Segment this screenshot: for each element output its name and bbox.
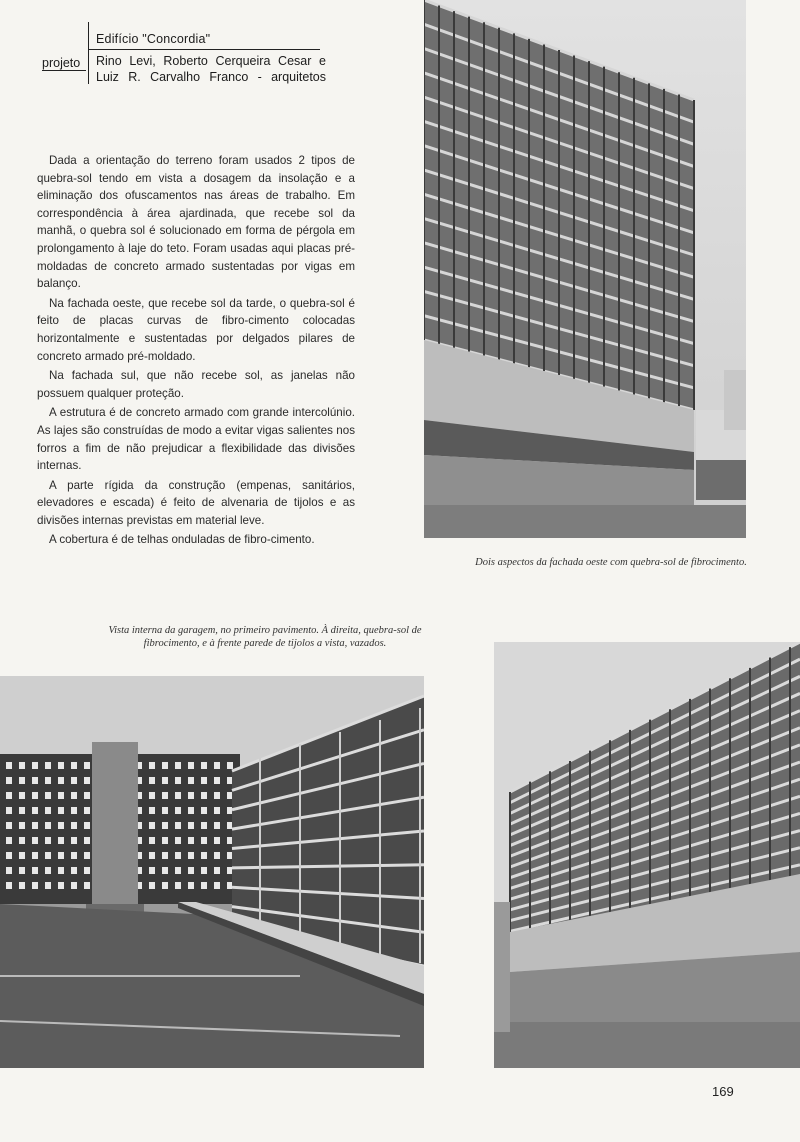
architects-line-1: Rino Levi, Roberto Cerqueira Cesar e bbox=[96, 54, 326, 68]
building-title: Edifício "Concordia" bbox=[96, 32, 211, 46]
article-body bbox=[37, 152, 355, 551]
paragraph: Na fachada oeste, que recebe sol da tarde, o quebra-sol é feito de placas curvas de fibro-cimento colocadas horizontalmente e sustentadas por delgados pilares de concreto armado pré-moldado. bbox=[37, 296, 355, 363]
paragraph: Na fachada sul, que não recebe sol, as janelas não possuem qualquer proteção. bbox=[37, 369, 355, 400]
facade-photo-top bbox=[424, 0, 746, 538]
paragraph: Dada a orientação do terreno foram usados 2 tipos de quebra-sol tendo em vista a dosagem da insolação e a eliminação dos ofuscamentos nas áreas de trabalho. Em correspondência à área ajardinada, que recebe sol da manhã, o quebra sol é solucionado em forma de pérgola em prolongamento à laje do teto. Foram usadas aqui placas pré-moldadas de concreto armado sustentadas por vigas em balanço. bbox=[37, 154, 355, 291]
header-vertical-rule bbox=[88, 22, 89, 84]
project-label-rule bbox=[42, 70, 86, 71]
page-number: 169 bbox=[712, 1084, 734, 1099]
architects-line-2: Luiz R. Carvalho Franco - arquitetos bbox=[96, 69, 326, 84]
header-rule bbox=[88, 49, 320, 50]
facade-caption: Dois aspectos da fachada oeste com quebra-sol de fibrocimento. bbox=[475, 557, 747, 568]
garage-caption: Vista interna da garagem, no primeiro pavimento. À direita, quebra-sol de fibrocimento, e à frente parede de tijolos a vista, vazados. bbox=[108, 625, 422, 649]
facade-photo-bottom bbox=[494, 642, 800, 1068]
architects-credit bbox=[96, 54, 326, 85]
paragraph: A cobertura é de telhas onduladas de fibro-cimento. bbox=[49, 533, 315, 547]
project-label: projeto bbox=[42, 56, 81, 70]
paragraph: A parte rígida da construção (empenas, sanitários, elevadores e escada) é feito de alvenaria de tijolos e as divisões internas previstas em material leve. bbox=[37, 478, 355, 527]
garage-photo bbox=[0, 676, 424, 1068]
paragraph: A estrutura é de concreto armado com grande intercolúnio. As lajes são construídas de modo a evitar vigas salientes nos forros a fim de não prejudicar a flexibilidade das divisões internas. bbox=[37, 406, 355, 473]
